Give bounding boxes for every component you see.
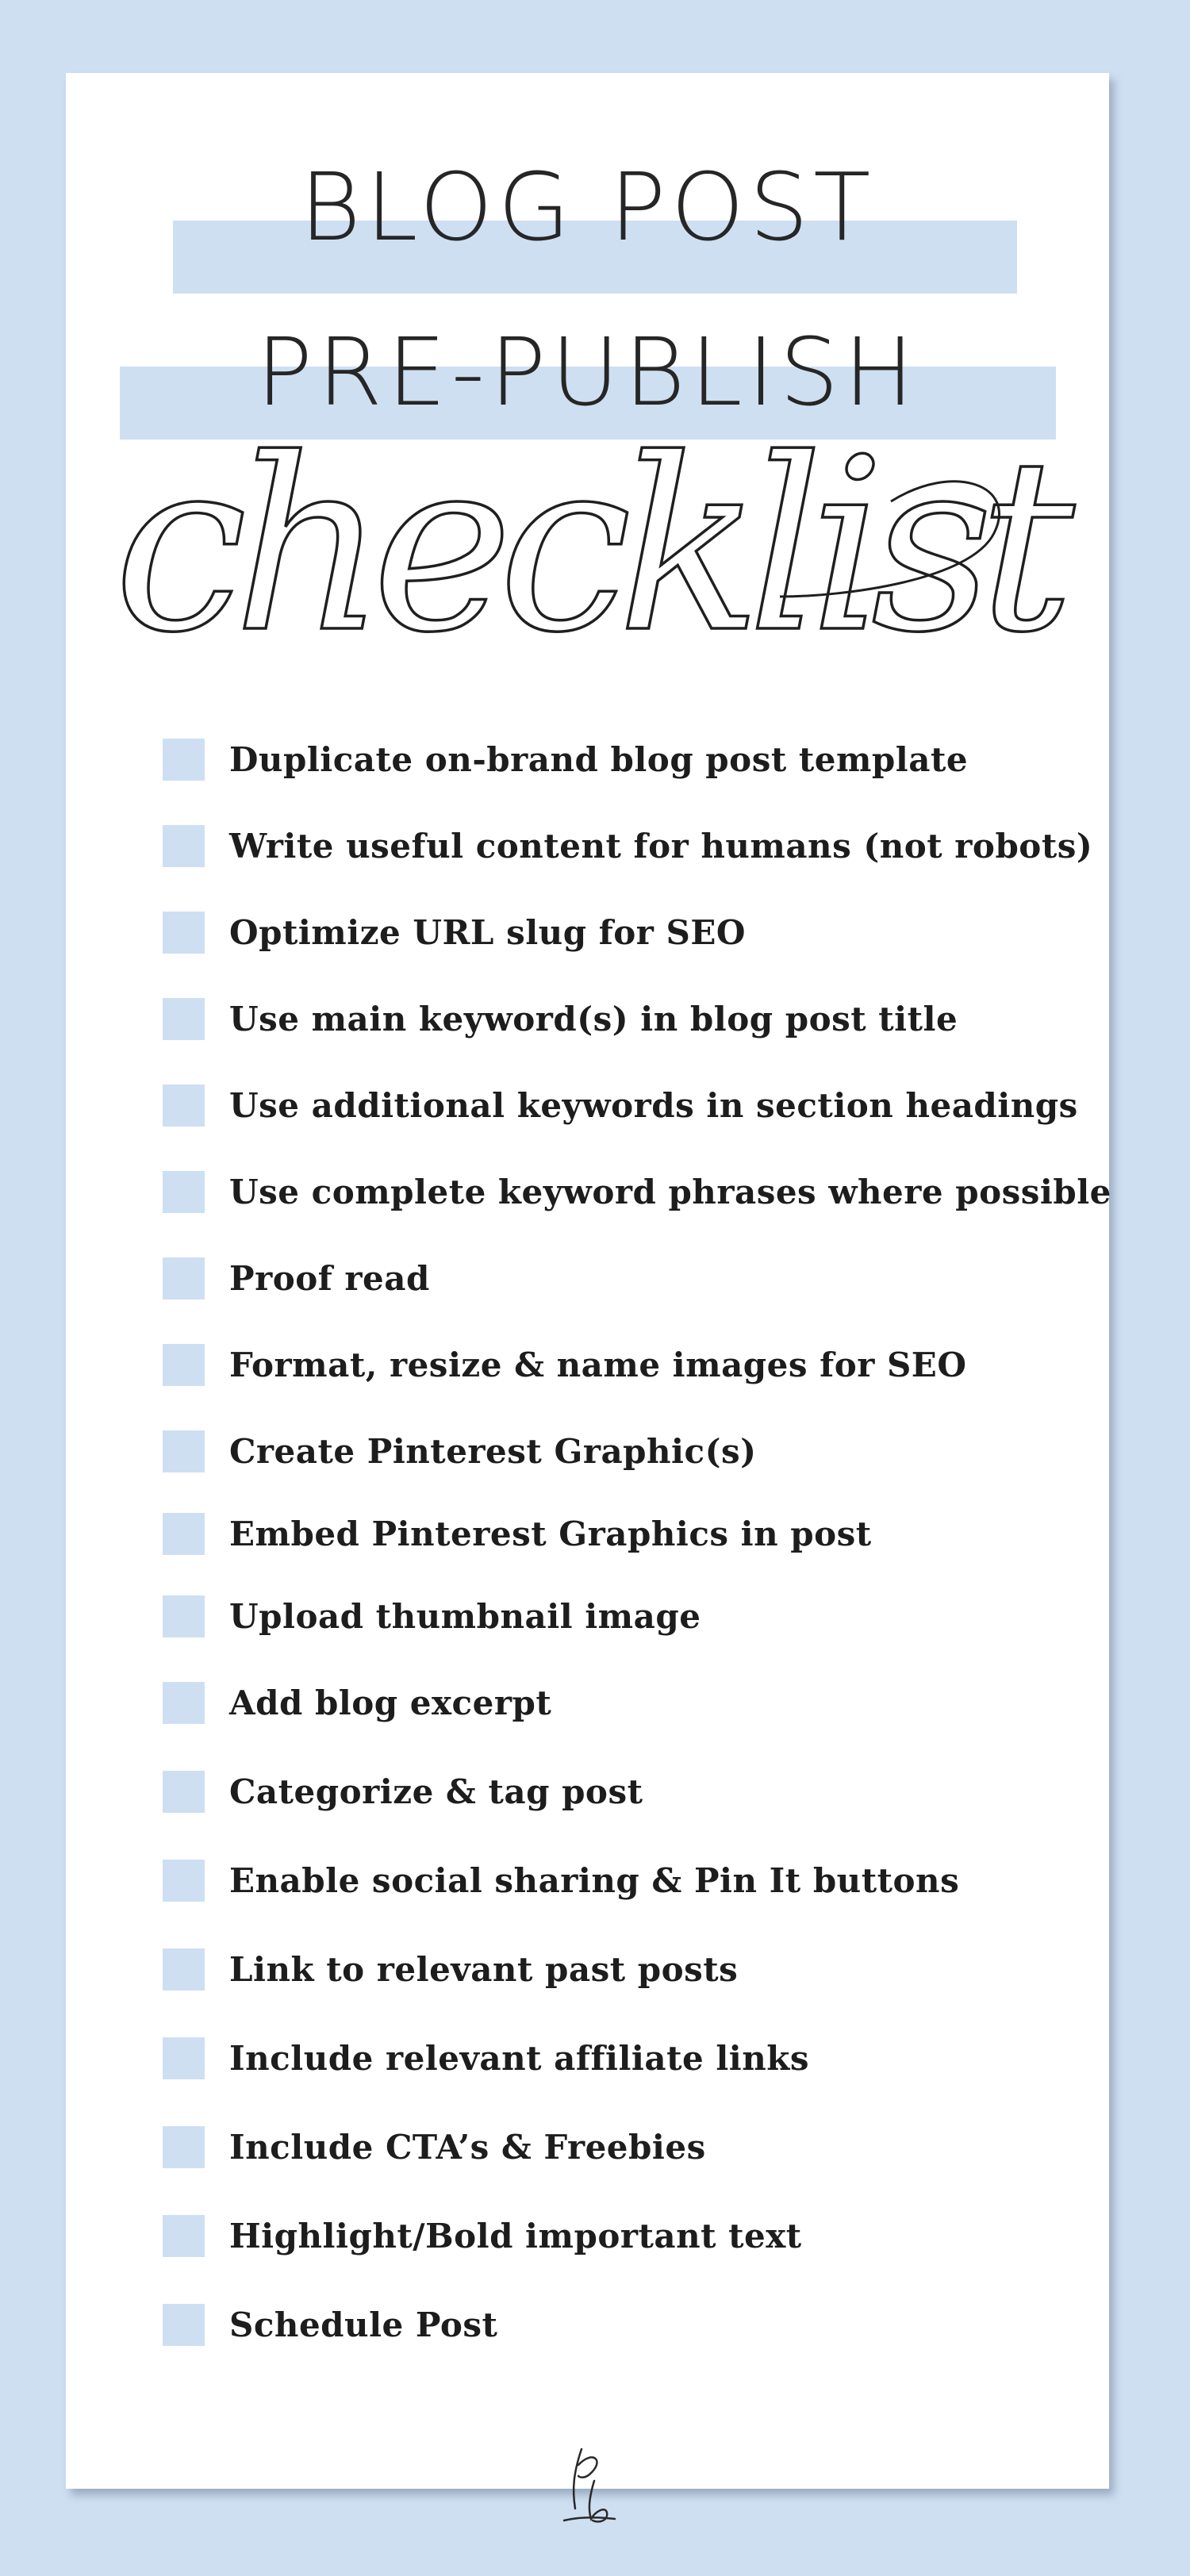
checkbox[interactable] (163, 912, 205, 954)
checklist-item[interactable] (163, 1769, 643, 1814)
checklist-item-label: Link to relevant past posts (229, 1949, 739, 1989)
checkbox[interactable] (163, 2037, 205, 2079)
checkbox[interactable] (163, 1682, 205, 1724)
checklist-item-label: Enable social sharing & Pin It buttons (229, 1860, 960, 1900)
checklist-item-label: Categorize & tag post (229, 1772, 643, 1811)
checklist-item-label: Use complete keyword phrases where possible (229, 1172, 1111, 1211)
checklist-item-label: Optimize URL slug for SEO (229, 912, 746, 952)
checklist-item[interactable] (163, 1680, 551, 1725)
checklist-item-label: Proof read (229, 1258, 430, 1298)
checklist-item[interactable] (163, 1256, 430, 1300)
checklist-item[interactable] (163, 1947, 738, 1991)
checklist-item[interactable] (163, 2302, 497, 2347)
checklist-item[interactable] (163, 2125, 706, 2169)
checkbox[interactable] (163, 1595, 205, 1637)
checkbox[interactable] (163, 2126, 205, 2168)
checkbox[interactable] (163, 1257, 205, 1300)
checkbox[interactable] (163, 2304, 205, 2346)
checklist-item-label: Highlight/Bold important text (229, 2216, 802, 2255)
checkbox[interactable] (163, 1085, 205, 1127)
checklist-item[interactable] (163, 1511, 872, 1556)
checkbox[interactable] (163, 1171, 205, 1213)
checklist-item[interactable] (163, 823, 1092, 868)
checklist-item[interactable] (163, 996, 958, 1041)
checkbox[interactable] (163, 1344, 205, 1386)
checklist-item-label: Add blog excerpt (229, 1683, 552, 1722)
checklist-item-label: Create Pinterest Graphic(s) (229, 1431, 757, 1471)
checklist-card (66, 73, 1109, 2489)
title-line-1: BLOG POST (299, 152, 876, 262)
checklist-item[interactable] (163, 1858, 959, 1902)
checklist-item-label: Upload thumbnail image (229, 1596, 701, 1636)
checklist-item[interactable] (163, 737, 968, 781)
checkbox[interactable] (163, 1430, 205, 1472)
checkbox[interactable] (163, 1771, 205, 1813)
checklist-item-label: Write useful content for humans (not robots) (229, 826, 1093, 866)
checkbox[interactable] (163, 825, 205, 867)
script-title (66, 414, 1109, 716)
checklist-item-label: Include CTA’s & Freebies (229, 2127, 706, 2167)
checklist-item-label: Use additional keywords in section headings (229, 1085, 1078, 1125)
title-line-2: PRE-PUBLISH (255, 317, 919, 427)
checkbox[interactable] (163, 998, 205, 1040)
checklist-item[interactable] (163, 2036, 809, 2080)
checklist-item[interactable] (163, 910, 746, 954)
checklist-item-label: Schedule Post (229, 2305, 498, 2344)
checklist-item-label: Embed Pinterest Graphics in post (229, 1514, 872, 1553)
script-title-graphic (66, 414, 1109, 716)
checklist-item-label: Use main keyword(s) in blog post title (229, 999, 958, 1038)
checklist-item[interactable] (163, 1429, 756, 1473)
monogram-logo (558, 2441, 621, 2528)
checkbox[interactable] (163, 1513, 205, 1555)
checkbox[interactable] (163, 739, 205, 781)
checklist-item[interactable] (163, 1169, 1111, 1214)
checklist-item-label: Format, resize & name images for SEO (229, 1345, 967, 1384)
checklist-item[interactable] (163, 1342, 966, 1387)
script-title-text: checklist (113, 414, 1061, 685)
checkbox[interactable] (163, 1860, 205, 1902)
checklist-item[interactable] (163, 1083, 1078, 1127)
checklist-item-label: Include relevant affiliate links (229, 2038, 810, 2078)
checkbox[interactable] (163, 1948, 205, 1991)
checkbox[interactable] (163, 2215, 205, 2257)
checklist-item[interactable] (163, 1594, 701, 1638)
checklist-item-label: Duplicate on-brand blog post template (229, 739, 969, 779)
checklist-item[interactable] (163, 2213, 802, 2258)
monogram-icon (558, 2441, 621, 2528)
